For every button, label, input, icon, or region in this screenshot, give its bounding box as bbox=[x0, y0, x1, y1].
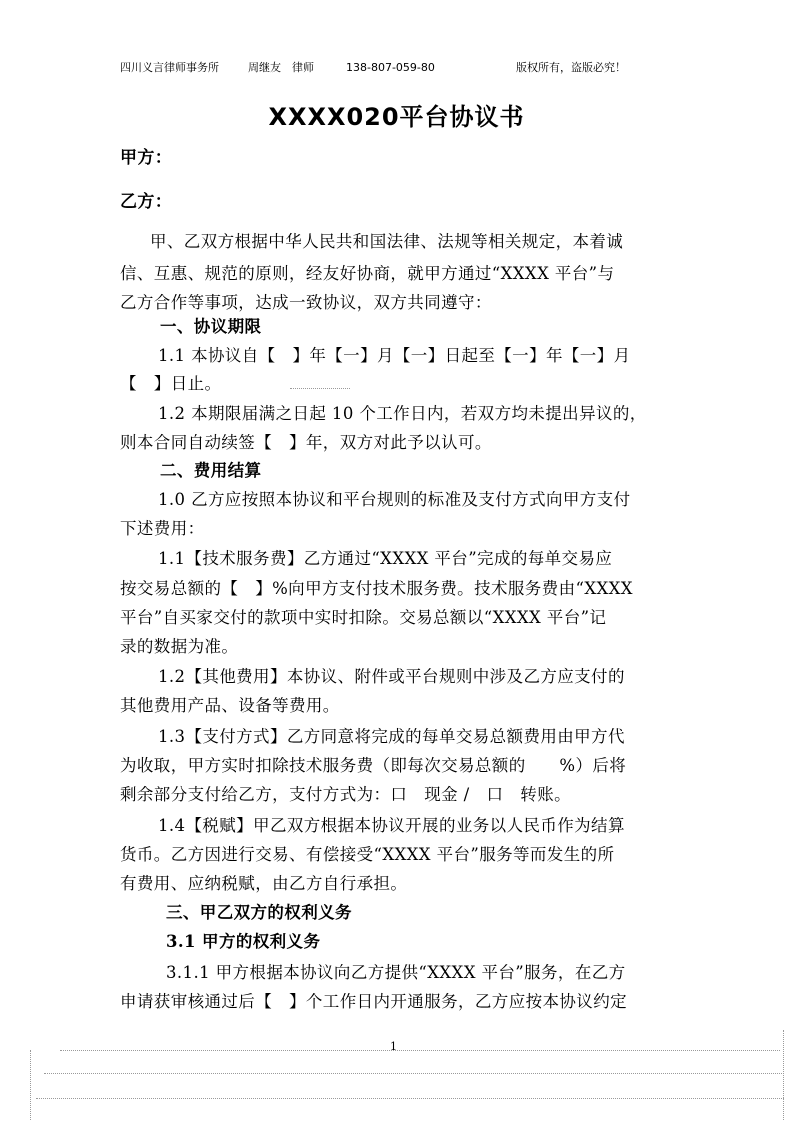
paragraph-line: 按交易总额的【 】%向甲方支付技术服务费。技术服务费由“XXXX bbox=[120, 579, 633, 598]
lawyer-name: 周继友 律师 bbox=[248, 61, 314, 74]
dotted-guide bbox=[36, 1098, 784, 1099]
section-heading: 三、甲乙双方的权利义务 bbox=[166, 903, 352, 922]
paragraph-line: 其他费用产品、设备等费用。 bbox=[120, 696, 340, 715]
paragraph-line: 甲、乙双方根据中华人民共和国法律、法规等相关规定，本着诚 bbox=[150, 232, 624, 251]
paragraph-line: 有费用、应纳税赋，由乙方自行承担。 bbox=[120, 874, 408, 893]
paragraph-line: 1.1 本协议自【 】年【一】月【一】日起至【一】年【一】月 bbox=[158, 346, 631, 365]
section-heading: 一、协议期限 bbox=[160, 317, 262, 336]
document-title: XXXX020平台协议书 bbox=[268, 103, 525, 131]
paragraph-line: 信、互惠、规范的原则，经友好协商，就甲方通过“XXXX 平台”与 bbox=[120, 264, 615, 283]
paragraph-line: 1.4【税赋】甲乙双方根据本协议开展的业务以人民币作为结算 bbox=[158, 816, 625, 835]
party-b-label: 乙方： bbox=[120, 192, 173, 212]
paragraph-line: 剩余部分支付给乙方，支付方式为：口 现金 / 口 转账。 bbox=[120, 785, 572, 804]
copyright-notice: 版权所有，盗版必究！ bbox=[516, 61, 626, 74]
paragraph-line: 录的数据为准。 bbox=[120, 637, 239, 656]
party-a-label: 甲方： bbox=[120, 148, 173, 168]
dotted-guide bbox=[60, 1050, 780, 1051]
paragraph-line: 为收取，甲方实时扣除技术服务费（即每次交易总额的 %）后将 bbox=[120, 756, 627, 775]
firm-name: 四川义言律师事务所 bbox=[120, 61, 219, 74]
page-number: 1 bbox=[390, 1040, 397, 1053]
paragraph-line: 3.1.1 甲方根据本协议向乙方提供“XXXX 平台”服务，在乙方 bbox=[166, 963, 626, 982]
subsection-heading: 3.1 甲方的权利义务 bbox=[166, 932, 321, 951]
page-header bbox=[120, 58, 680, 78]
paragraph-line: 1.2【其他费用】本协议、附件或平台规则中涉及乙方应支付的 bbox=[158, 667, 625, 686]
paragraph-line: 【 】日止。 bbox=[120, 374, 222, 393]
dotted-guide bbox=[44, 1073, 784, 1074]
paragraph-line: 下述费用： bbox=[120, 519, 205, 538]
paragraph-line: 货币。乙方因进行交易、有偿接受“XXXX 平台”服务等而发生的所 bbox=[120, 845, 615, 864]
paragraph-line: 1.3【支付方式】乙方同意将完成的每单交易总额费用由甲方代 bbox=[158, 727, 625, 746]
dotted-guide bbox=[290, 388, 350, 389]
dotted-guide bbox=[30, 1050, 31, 1120]
paragraph-line: 则本合同自动续签【 】年，双方对此予以认可。 bbox=[120, 433, 492, 452]
dotted-guide bbox=[783, 1030, 784, 1120]
paragraph-line: 平台”自买家交付的款项中实时扣除。交易总额以“XXXX 平台”记 bbox=[120, 608, 607, 627]
paragraph-line: 1.1【技术服务费】乙方通过“XXXX 平台”完成的每单交易应 bbox=[158, 549, 613, 568]
paragraph-line: 1.0 乙方应按照本协议和平台规则的标准及支付方式向甲方支付 bbox=[158, 490, 631, 509]
paragraph-line: 乙方合作等事项，达成一致协议，双方共同遵守： bbox=[120, 293, 492, 312]
section-heading: 二、费用结算 bbox=[160, 461, 262, 480]
phone-number: 138-807-059-80 bbox=[346, 61, 435, 74]
paragraph-line: 1.2 本期限届满之日起 10 个工作日内，若双方均未提出异议的， bbox=[158, 404, 647, 423]
paragraph-line: 申请获审核通过后【 】个工作日内开通服务，乙方应按本协议约定 bbox=[120, 992, 627, 1011]
